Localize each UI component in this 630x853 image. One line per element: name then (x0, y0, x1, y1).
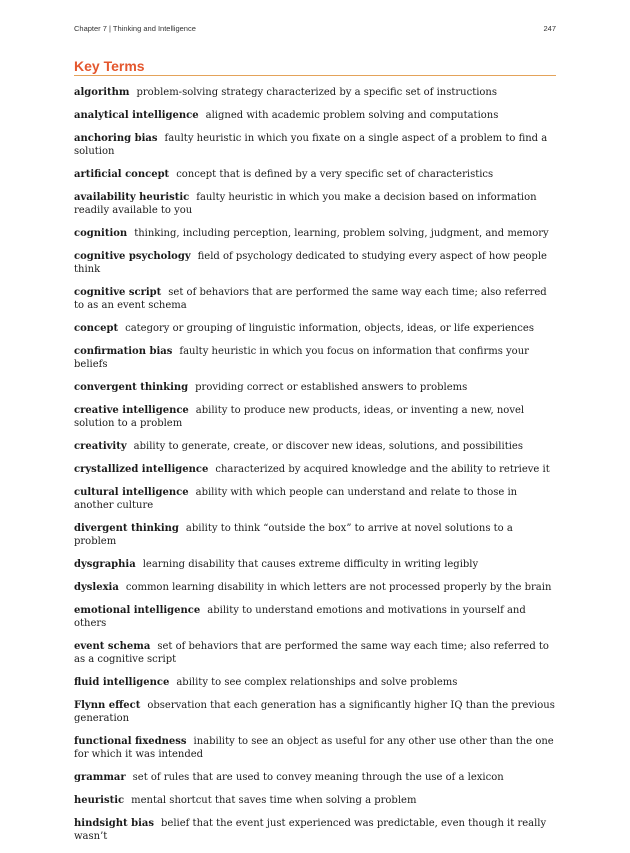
section-title: Key Terms (74, 58, 556, 76)
term-entry (74, 345, 556, 371)
term-definition: faulty heuristic in which you make a decision based on information readily available to you (74, 192, 537, 216)
term-definition: ability to see complex relationships and solve problems (176, 677, 458, 688)
term-entry (74, 463, 556, 476)
term-definition: set of rules that are used to convey meaning through the use of a lexicon (132, 772, 504, 783)
term-definition: thinking, including perception, learning, problem solving, judgment, and memory (134, 228, 549, 239)
term-definition: field of psychology dedicated to studying every aspect of how people think (74, 251, 547, 275)
term-definition: observation that each generation has a significantly higher IQ than the previous generation (74, 700, 555, 724)
term-entry (74, 191, 556, 217)
term-entry (74, 440, 556, 453)
term-word: artificial concept (74, 169, 170, 180)
term-entry (74, 486, 556, 512)
term-entry (74, 558, 556, 571)
term-word: creativity (74, 441, 127, 452)
term-definition: faulty heuristic in which you fixate on a single aspect of a problem to find a solution (74, 133, 548, 157)
term-definition: faulty heuristic in which you focus on information that confirms your beliefs (74, 346, 529, 370)
term-word: confirmation bias (74, 346, 173, 357)
term-definition: aligned with academic problem solving and computations (205, 110, 499, 121)
term-definition: set of behaviors that are performed the same way each time; also referred to as an event schema (74, 287, 547, 311)
term-word: dyslexia (74, 582, 119, 593)
term-word: heuristic (74, 795, 125, 806)
term-word: algorithm (74, 87, 130, 98)
page-number: 247 (543, 24, 556, 33)
term-word: anchoring bias (74, 133, 158, 144)
term-entry (74, 604, 556, 630)
term-definition: problem-solving strategy characterized by a specific set of instructions (136, 87, 498, 98)
term-word: dysgraphia (74, 559, 136, 570)
term-word: analytical intelligence (74, 110, 199, 121)
term-entry (74, 168, 556, 181)
term-definition: inability to see an object as useful for any other use other than the one for which it was intended (74, 736, 554, 760)
term-definition: ability with which people can understand and relate to those in another culture (74, 487, 518, 511)
term-word: concept (74, 323, 119, 334)
term-word: cultural intelligence (74, 487, 189, 498)
term-entry (74, 322, 556, 335)
term-entry (74, 581, 556, 594)
term-definition: belief that the event just experienced was predictable, even though it really wasn’t (74, 818, 547, 842)
term-definition: mental shortcut that saves time when solving a problem (131, 795, 417, 806)
term-definition: ability to generate, create, or discover new ideas, solutions, and possibilities (133, 441, 523, 452)
term-entry (74, 794, 556, 807)
term-definition: providing correct or established answers to problems (195, 382, 468, 393)
term-word: fluid intelligence (74, 677, 170, 688)
term-entry (74, 132, 556, 158)
term-definition: set of behaviors that are performed the same way each time; also referred to as a cognitive script (74, 641, 549, 665)
term-definition: ability to understand emotions and motivations in yourself and others (74, 605, 526, 629)
term-word: hindsight bias (74, 818, 155, 829)
term-entry (74, 676, 556, 689)
term-word: emotional intelligence (74, 605, 201, 616)
key-terms-list (74, 86, 556, 853)
term-entry (74, 86, 556, 99)
term-definition: ability to produce new products, ideas, or inventing a new, novel solution to a problem (74, 405, 525, 429)
term-entry (74, 735, 556, 761)
term-entry (74, 522, 556, 548)
term-definition: common learning disability in which letters are not processed properly by the brain (125, 582, 552, 593)
term-word: convergent thinking (74, 382, 189, 393)
term-definition: ability to think “outside the box” to arrive at novel solutions to a problem (74, 523, 513, 547)
term-definition: learning disability that causes extreme difficulty in writing legibly (142, 559, 479, 570)
term-word: divergent thinking (74, 523, 179, 534)
term-entry (74, 250, 556, 276)
term-definition: concept that is defined by a very specific set of characteristics (176, 169, 494, 180)
term-entry (74, 699, 556, 725)
term-entry (74, 227, 556, 240)
term-entry (74, 817, 556, 843)
term-word: cognitive script (74, 287, 162, 298)
chapter-title: Chapter 7 | Thinking and Intelligence (74, 24, 196, 33)
term-word: cognition (74, 228, 128, 239)
term-entry (74, 286, 556, 312)
page-header (74, 24, 556, 38)
term-word: availability heuristic (74, 192, 190, 203)
term-entry (74, 640, 556, 666)
term-entry (74, 404, 556, 430)
term-word: crystallized intelligence (74, 464, 209, 475)
term-entry (74, 771, 556, 784)
term-definition: characterized by acquired knowledge and the ability to retrieve it (215, 464, 550, 475)
term-word: functional fixedness (74, 736, 187, 747)
term-definition: category or grouping of linguistic information, objects, ideas, or life experiences (125, 323, 534, 334)
term-entry (74, 109, 556, 122)
term-word: cognitive psychology (74, 251, 191, 262)
term-word: Flynn effect (74, 700, 141, 711)
term-word: event schema (74, 641, 151, 652)
term-word: creative intelligence (74, 405, 189, 416)
term-entry (74, 381, 556, 394)
term-word: grammar (74, 772, 126, 783)
